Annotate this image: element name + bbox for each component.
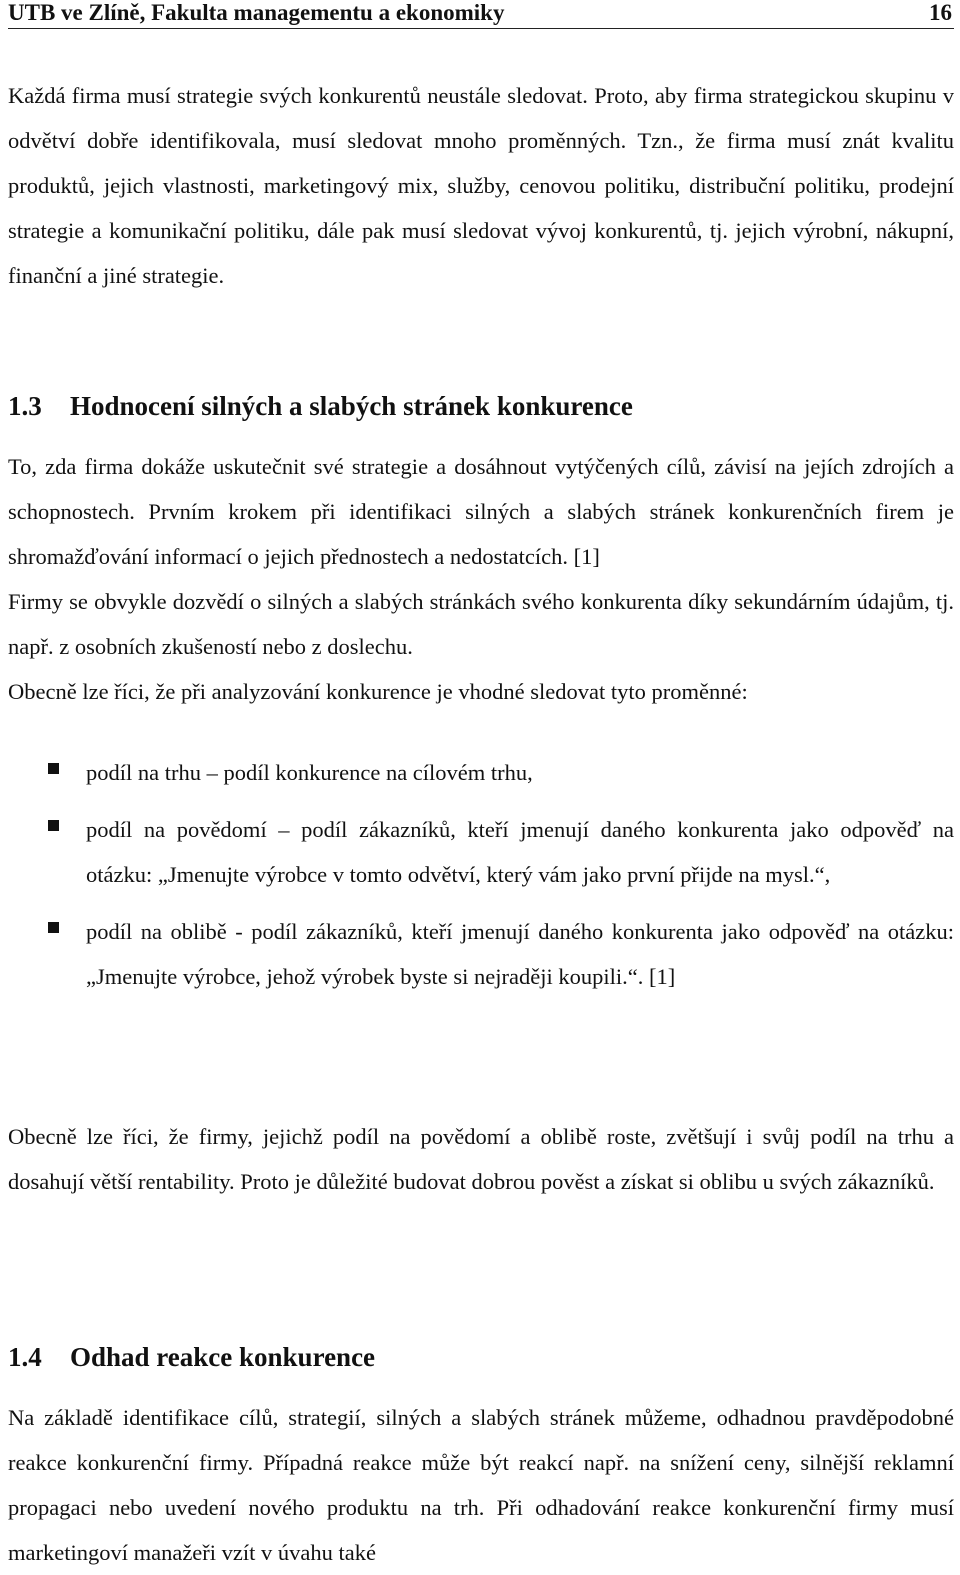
section-1-4-body <box>8 1395 954 1575</box>
section-heading-1-3 <box>8 390 633 422</box>
intro-paragraph-block <box>8 73 954 298</box>
list-item-text: podíl na oblibě - podíl zákazníků, kteří jmenují daného konkurenta jako odpověď na otázku: „Jmenujte výrobce, jehož výrobek byste si nejraději koupili.“. [1] <box>86 919 954 989</box>
section-1-3-closing <box>8 1114 954 1204</box>
header-title: UTB ve Zlíně, Fakulta managementu a ekonomiky <box>8 0 505 25</box>
section-1-3-paragraph-1: To, zda firma dokáže uskutečnit své strategie a dosáhnout vytýčených cílů, závisí na jejích zdrojích a schopnostech. Prvním krokem při identifikaci silných a slabých stránek konkurenčních firem je shromažďování informací o jejich přednostech a nedostatcích. [1] <box>8 454 954 569</box>
document-page <box>8 0 954 1568</box>
section-title: Odhad reakce konkurence <box>70 1342 376 1372</box>
section-1-3-paragraph-4: Obecně lze říci, že firmy, jejichž podíl na povědomí a oblibě roste, zvětšují i svůj podíl na trhu a dosahují větší rentability. Proto je důležité budovat dobrou pověst a získat si oblibu u svých zákazníků. <box>8 1124 954 1194</box>
section-1-4-paragraph-1: Na základě identifikace cílů, strategií, silných a slabých stránek můžeme, odhadnou pravděpodobné reakce konkurenční firmy. Případná reakce může být reakcí např. na snížení ceny, silnější reklamní propagaci nebo uvedení nového produktu na trh. Při odhadování reakce konkurenční firmy musí marketingoví manažeři vzít v úvahu také <box>8 1405 954 1565</box>
list-item-text: podíl na povědomí – podíl zákazníků, kteří jmenují daného konkurenta jako odpověď na otázku: „Jmenujte výrobce v tomto odvětví, který vám jako první přijde na mysl.“, <box>86 817 954 887</box>
intro-paragraph: Každá firma musí strategie svých konkurentů neustále sledovat. Proto, aby firma strategickou skupinu v odvětví dobře identifikovala, musí sledovat mnoho proměnných. Tzn., že firma musí znát kvalitu produktů, jejich vlastnosti, marketingový mix, služby, cenovou politiku, distribuční politiku, prodejní strategie a komunikační politiku, dále pak musí sledovat vývoj konkurentů, tj. jejich výrobní, nákupní, finanční a jiné strategie. <box>8 83 954 288</box>
section-title: Hodnocení silných a slabých stránek konkurence <box>70 391 633 421</box>
section-1-3-body <box>8 444 954 714</box>
section-heading-1-4 <box>8 1341 375 1373</box>
square-bullet-icon <box>48 763 59 774</box>
page-number: 16 <box>929 0 952 25</box>
square-bullet-icon <box>48 922 59 933</box>
section-number: 1.3 <box>8 391 42 421</box>
square-bullet-icon <box>48 820 59 831</box>
page-header <box>8 0 954 29</box>
list-item <box>8 909 954 999</box>
section-1-3-paragraph-3: Obecně lze říci, že při analyzování konkurence je vhodné sledovat tyto proměnné: <box>8 679 748 704</box>
list-item-text: podíl na trhu – podíl konkurence na cílovém trhu, <box>86 760 533 785</box>
list-item <box>8 807 954 897</box>
list-item <box>8 750 954 795</box>
section-1-3-paragraph-2: Firmy se obvykle dozvědí o silných a slabých stránkách svého konkurenta díky sekundárním údajům, tj. např. z osobních zkušeností nebo z doslechu. <box>8 589 954 659</box>
variables-list <box>8 750 954 999</box>
section-number: 1.4 <box>8 1342 42 1372</box>
